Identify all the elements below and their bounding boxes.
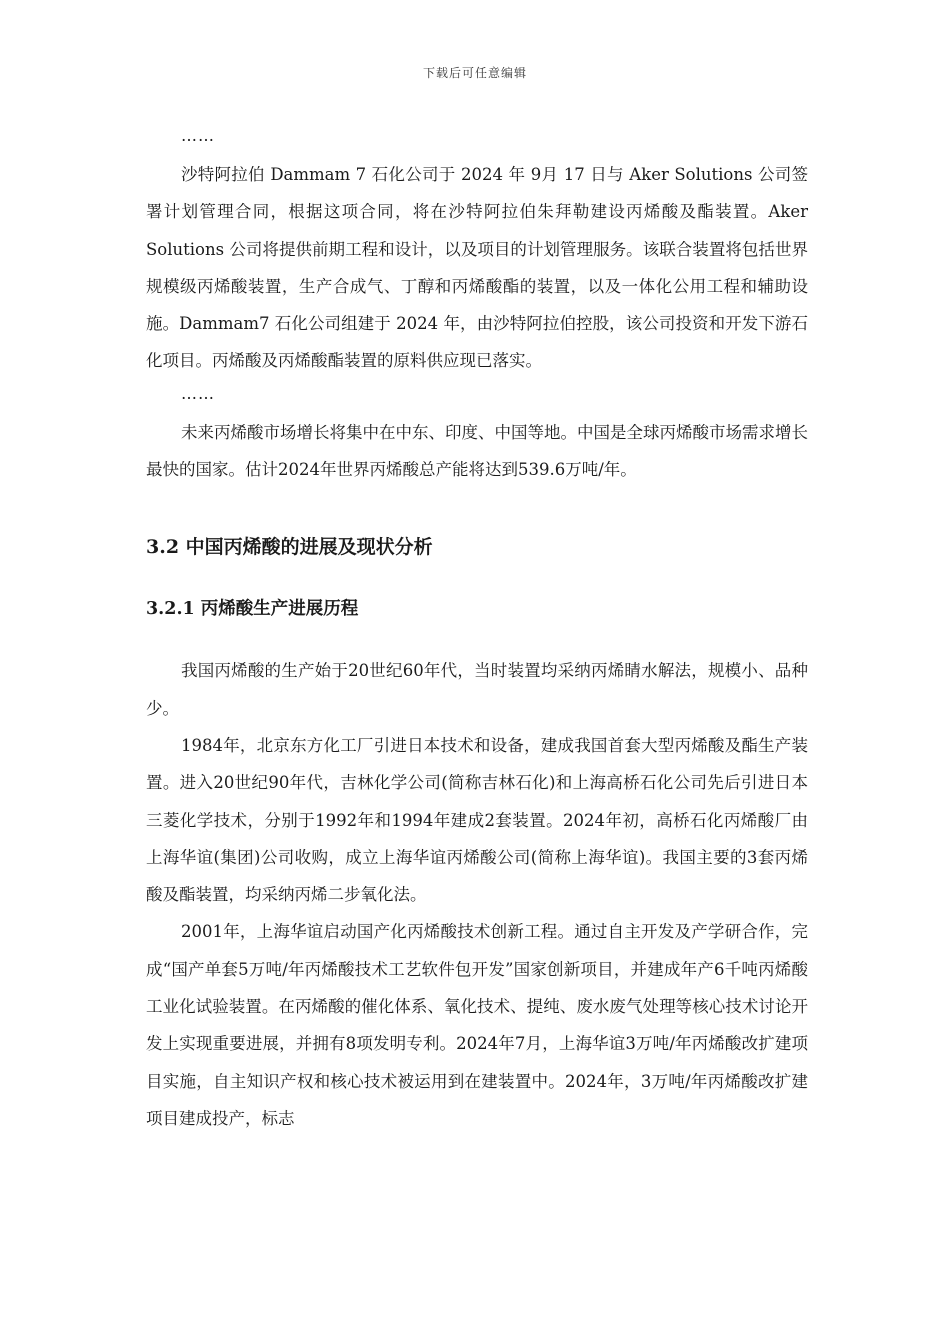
- paragraph: 未来丙烯酸市场增长将集中在中东、印度、中国等地。中国是全球丙烯酸市场需求增长最快的国家。估计2024年世界丙烯酸总产能将达到539.6万吨/年。: [146, 422, 808, 480]
- ellipsis-marker: ……: [181, 126, 215, 145]
- ellipsis-marker: ……: [181, 383, 215, 403]
- section-heading: 3.2 中国丙烯酸的进展及现状分析: [146, 536, 433, 559]
- document-body: [146, 122, 808, 1137]
- subsection-heading: 3.2.1 丙烯酸生产进展历程: [146, 599, 359, 620]
- paragraph: 2001年，上海华谊启动国产化丙烯酸技术创新工程。通过自主开发及产学研合作，完成“国产单套5万吨/年丙烯酸技术工艺软件包开发”国家创新项目，并建成年产6千吨丙烯酸工业化试验装置。在丙烯酸的催化体系、氧化技术、提纯、废水废气处理等核心技术讨论开发上实现重要进展，并拥有8项发明专利。2024年7月，上海华谊3万吨/年丙烯酸改扩建项目实施，自主知识产权和核心技术被运用到在建装置中。2024年，3万吨/年丙烯酸改扩建项目建成投产，标志: [146, 922, 808, 1128]
- page-header: 下载后可任意编辑: [422, 66, 527, 80]
- paragraph: 沙特阿拉伯 Dammam 7 石化公司于 2024 年 9月 17 日与 Aker Solutions 公司签署计划管理合同，根据这项合同，将在沙特阿拉伯朱拜勒建设丙烯酸及酯装置。Aker Solutions 公司将提供前期工程和设计，以及项目的计划管理服务。该联合装置将包括世界规模级丙烯酸装置，生产合成气、丁醇和丙烯酸酯的装置，以及一体化公用工程和辅助设施。Dammam7 石化公司组建于 2024 年，由沙特阿拉伯控股，该公司投资和开发下游石化项目。丙烯酸及丙烯酸酯装置的原料供应现已落实。: [146, 165, 808, 371]
- paragraph: 我国丙烯酸的生产始于20世纪60年代，当时装置均采纳丙烯睛水解法，规模小、品种少。: [146, 661, 808, 718]
- paragraph: 1984年，北京东方化工厂引进日本技术和设备，建成我国首套大型丙烯酸及酯生产装置。进入20世纪90年代，吉林化学公司(简称吉林石化)和上海高桥石化公司先后引进日本三菱化学技术，分别于1992年和1994年建成2套装置。2024年初，高桥石化丙烯酸厂由上海华谊(集团)公司收购，成立上海华谊丙烯酸公司(简称上海华谊)。我国主要的3套丙烯酸及酯装置，均采纳丙烯二步氧化法。: [146, 735, 808, 905]
